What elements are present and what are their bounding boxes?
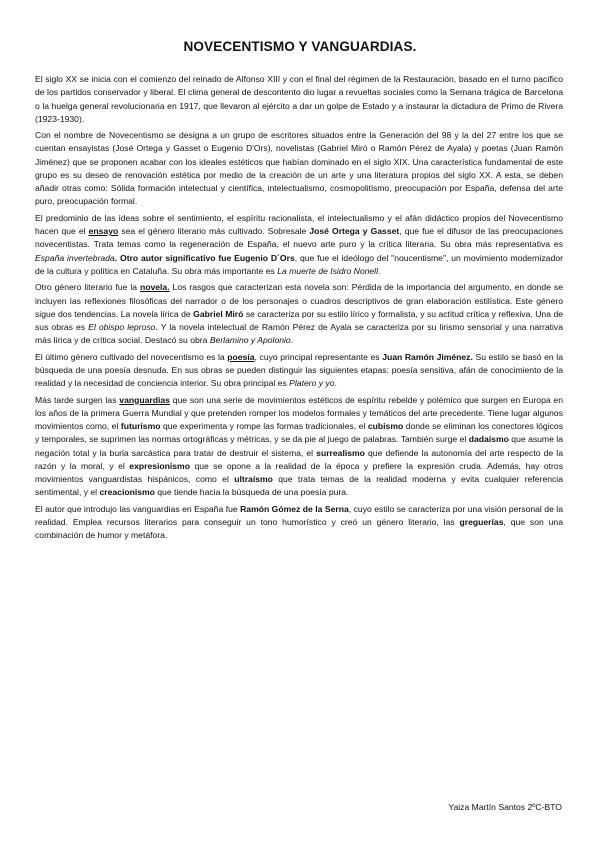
text-run: que se opone a la realidad de la época y prefiere la expresión cruda. Además, hay otros movimientos vanguardistas hispánicos, como el: [35, 460, 563, 485]
text-run: .: [334, 378, 337, 389]
text-run: Otro género literario fue la: [35, 282, 140, 293]
term-futurismo: futurismo: [120, 421, 161, 432]
text-run: , que fue el ideólogo del "noucentisme", un movimiento modernizador de la cultura y política en Cataluña. Su obra más importante es: [35, 252, 563, 276]
text-run: que son una serie de movimientos estéticos de espíritu rebelde y polémico que surgen en Europa en los años de la primera Guerra Mundial y que pretenden romper los modelos formales y temáticos del arte precedente. Tiene lugar algunos movimientos como, el: [35, 394, 563, 432]
paragraph-gomez-serna: [35, 503, 563, 543]
text-run: El autor que introdujo las vanguardias en España fue: [35, 503, 241, 514]
text-run: Los rasgos que caracterizan esta novela son: Pérdida de la importancia del argumento, en donde se incluyen las reflexiones filosóficas del narrador o de los personajes o cuadros descriptivos de gran elaboración estilística. Este género sigue dos tendencias. La novela lírica de: [35, 282, 563, 319]
paragraph-vanguardias: [35, 394, 563, 500]
text-run: sea el género literario más cultivado. Sobresale: [118, 226, 310, 237]
term-expresionismo: expresionismo: [129, 460, 190, 471]
paragraph-intro: El siglo XX se inicia con el comienzo del reinado de Alfonso XIII y con el final del régimen de la Restauración, basado en el turno pacífico de los partidos conservador y liberal. El clima general de descontento dio lugar a revueltas sociales como la Semana trágica de Barcelona o la huelga general revolucionaria en 1917, que llevaron al ejército a dar un golpe de Estado y a instaurar la dictadura de Primo de Rivera (1923-1930).: [35, 74, 563, 124]
term-cubismo: cubismo: [367, 421, 404, 432]
text-run: que trata temas de la realidad moderna y evita cualquier referencia sentimental, y el: [35, 474, 563, 498]
text-run: que experimenta y rompe las formas tradicionales, el: [160, 421, 368, 432]
work-berlamino: Berlamino y Apolonio: [209, 335, 291, 346]
text-run: , cuyo principal representante es: [254, 351, 383, 362]
term-vanguardias: vanguardias: [119, 394, 170, 405]
text-run: , que fue el difusor de las preocupaciones novecentistas. Trata temas como la regeneración de España, el nuevo arte puro y la crítica literaria. Su obra más representativa es: [35, 226, 564, 250]
text-run: El último género cultivado del novecentismo es la: [35, 351, 228, 362]
text-run: que tiende hacia la búsqueda de una poesía pura.: [154, 487, 349, 498]
text-run: Más tarde surgen las: [35, 394, 120, 405]
text-run: , que son una combinación de humor y metáfora.: [35, 517, 563, 541]
text-run: El predominio de las ideas sobre el sentimiento, el espíritu racionalista, el intelectualismo y el afán didáctico propios del Novecentismo hacen que el: [35, 212, 563, 237]
text-run: .: [290, 335, 294, 346]
term-novela: novela.: [139, 282, 170, 293]
text-run: donde se eliminan los conectores lógicos y temporales, se suprimen las normas ortográficas y métricas, y se da pie al juego de palabras. También surge el: [35, 421, 563, 445]
author-jimenez: Juan Ramón Jiménez.: [382, 351, 473, 362]
text-run: .: [378, 265, 381, 276]
text-run: se caracteriza por su estilo lírico y formalista, y su actitud crítica y reflexiva. Una de sus obras es: [35, 308, 564, 333]
author-ortega: José Ortega y Gasset: [309, 226, 400, 237]
paragraph-novecentismo: Con el nombre de Novecentismo se designa a un grupo de escritores situados entre la Generación del 98 y la del 27 entre los que se cuentan ensayistas (José Ortega y Gasset o Eugenio D'Ors), novelistas (Gabriel Miró o Ramón Pérez de Ayala) y poetas (Juan Ramón Jiménez) que se proponen acabar con los ideales estéticos que habían dominado en el siglo XIX. Una característica fundamental de este grupo es su deseo de renovación estética por medio de la creación de un arte y una literatura propios del siglo XX. A esta, se deben añadir otras como: Sólida formación intelectual y científica, intelectualismo, cosmopolitismo, preocupación por España, defensa del arte puro, preocupación formal.: [35, 130, 563, 207]
text-run: Su estilo se basó en la búsqueda de una poesía desnuda. En sus obras se pueden distinguir las siguientes etapas: poesía sensitiva, afán de conocimiento de la realidad y la necesidad de conciencia interior. Su obra principal es: [35, 351, 564, 389]
document-body: [35, 73, 563, 546]
author-dors: Eugenio D´Ors: [234, 252, 295, 263]
work-isidro-nonell: La muerte de Isidro Nonell: [277, 265, 378, 276]
work-obispo-leproso: El obispo leproso: [88, 322, 156, 333]
paragraph-novela: [35, 281, 563, 347]
term-ensayo: ensayo: [88, 226, 119, 237]
author-gomez-serna: Ramón Gómez de la Serna: [240, 503, 349, 514]
author-miro: Gabriel Miró: [193, 308, 244, 319]
term-ultraismo: ultraísmo: [234, 474, 273, 485]
term-creacionismo: creacionismo: [99, 487, 155, 498]
author-signature: Yaiza Martín Santos 2ºC-BTO: [448, 802, 562, 812]
text-run: , cuyo estilo se caracteriza por una visión personal de la realidad. Emplea recursos literarios para conseguir un tono humorístico y creó un género literario, las: [35, 503, 563, 528]
paragraph-ensayo: [35, 212, 563, 278]
work-espana-invertebrada: España invertebrada: [35, 252, 115, 263]
text-run: . Y la novela intelectual de Ramón Pérez de Ayala se caracteriza por su lirismo sensorial y una narrativa más lírica y de crítica social. Destacó su obra: [35, 322, 563, 346]
document-title: NOVECENTISMO Y VANGUARDIAS.: [183, 39, 417, 54]
paragraph-poesia: [35, 351, 563, 391]
term-greguerias: greguerías: [459, 517, 504, 528]
text-run: . Otro autor significativo fue: [114, 252, 235, 263]
term-dadaismo: dadaísmo: [468, 434, 509, 445]
text-run: que asume la negación total y la burla sarcástica para tratar de destruir el sistema, el: [35, 434, 563, 458]
text-run: que defiende la autonomía del arte respecto de la razón y la moral, y el: [35, 447, 563, 471]
work-platero: Platero y yo: [289, 378, 335, 389]
term-surrealismo: surrealismo: [316, 447, 365, 458]
term-poesia: poesía: [227, 351, 255, 362]
